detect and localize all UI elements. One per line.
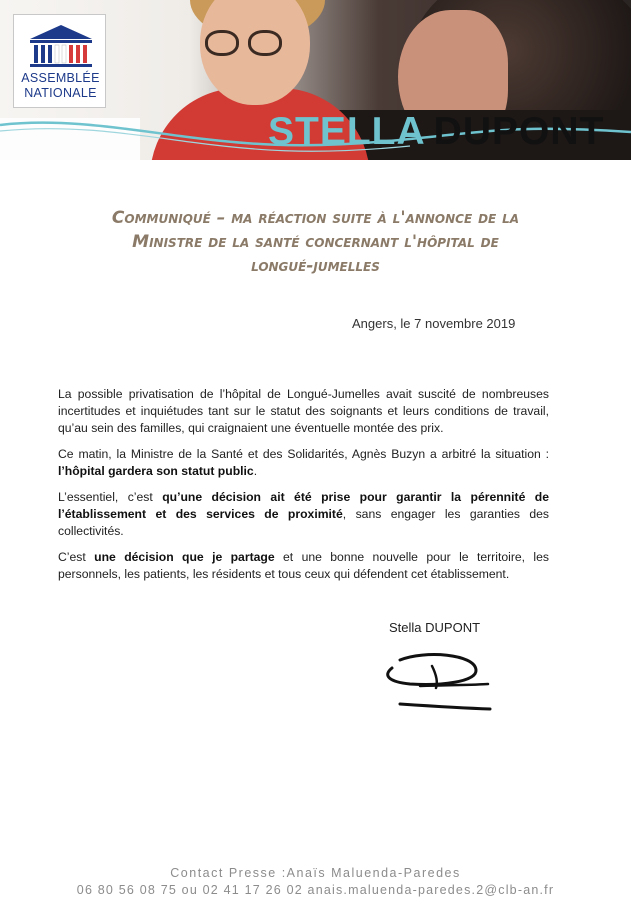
paragraph [58,549,549,583]
document-date: Angers, le 7 novembre 2019 [352,316,516,331]
handwritten-signature [380,648,500,718]
title-line: Ministre de la santé concernant l'hôpital de [132,232,499,252]
parliament-building-icon [28,23,94,69]
logo-text-line2: NATIONALE [24,86,97,100]
logo-text-line1: ASSEMBLÉE [21,71,100,85]
text-run: . [253,464,258,478]
emphasis-text: l’hôpital gardera son statut public [58,464,254,478]
text-run: C’est [58,550,95,564]
emphasis-text: une décision que je partage [94,550,275,564]
emphasis-text: qu’une décision ait été prise pour garantir la pérennité de l’établissement et des services de proximité [58,490,549,521]
brand-last-name: DUPONT [433,110,605,153]
title-line: Communiqué – ma réaction suite à l'annonce de la [111,208,520,228]
text-run: et une bonne nouvelle pour le territoire, les personnels, les patients, les résidents et tous ceux qui défendent cet établissement. [58,550,550,581]
document-body [58,386,549,592]
document-title [40,206,591,278]
brand-first-name: STELLA [268,110,426,153]
press-contact: Contact Presse :Anaïs Maluenda-Paredes [170,866,461,880]
paragraph: La possible privatisation de l’hôpital de Longué-Jumelles avait suscité de nombreuses incertitudes et inquiétudes tant sur le statut des soignants et leurs conditions de travail, qu’au sein des familles, qui craignaient une éventuelle montée des prix. [58,387,549,435]
paragraph [58,446,549,480]
text-run: Ce matin, la Ministre de la Santé et des Solidarités, Agnès Buzyn a arbitré la situation : [58,447,549,461]
brand-name [268,110,604,154]
header-banner [0,0,631,160]
paragraph [58,489,549,540]
title-line: longué-jumelles [251,256,380,276]
contact-details: 06 80 56 08 75 ou 02 41 17 26 02 anais.maluenda-paredes.2@clb-an.fr [76,883,555,897]
text-run: L’essentiel, c’est [58,490,163,504]
signatory-name: Stella DUPONT [389,620,481,635]
assemblee-nationale-logo [13,14,106,108]
text-run: , sans engager les garanties des collectivités. [58,507,550,538]
